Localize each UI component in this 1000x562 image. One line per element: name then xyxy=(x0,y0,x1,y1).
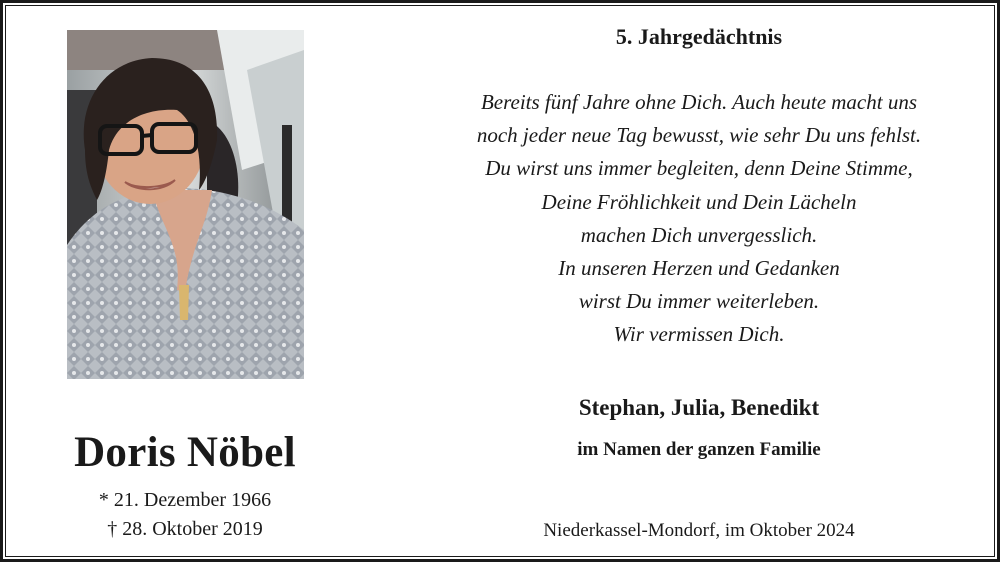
family-line: im Namen der ganzen Familie xyxy=(577,439,821,460)
poem-line: noch jeder neue Tag bewusst, wie sehr Du uns fehlst. xyxy=(476,123,922,148)
memorial-poem xyxy=(400,86,998,318)
death-date: † 28. Oktober 2019 xyxy=(107,518,263,540)
place-date: Niederkassel-Mondorf, im Oktober 2024 xyxy=(543,520,855,541)
poem-line: In unseren Herzen und Gedanken xyxy=(558,255,840,280)
signers: Stephan, Julia, Benedikt xyxy=(578,395,820,420)
poem-line: Du wirst uns immer begleiten, denn Deine Stimme, xyxy=(485,156,913,181)
poem-line: Bereits fünf Jahre ohne Dich. Auch heute macht uns xyxy=(480,90,918,114)
poem-line: wirst Du immer weiterleben. xyxy=(578,289,820,314)
poem-line: machen Dich unvergesslich. xyxy=(580,222,818,247)
birth-date: * 21. Dezember 1966 xyxy=(98,489,272,511)
anniversary-heading: 5. Jahrgedächtnis xyxy=(615,24,783,49)
portrait-photo xyxy=(67,30,304,379)
deceased-name: Doris Nöbel xyxy=(74,429,296,476)
poem-line: Deine Fröhlichkeit und Dein Lächeln xyxy=(541,189,857,214)
closing-line: Wir vermissen Dich. xyxy=(613,322,785,346)
